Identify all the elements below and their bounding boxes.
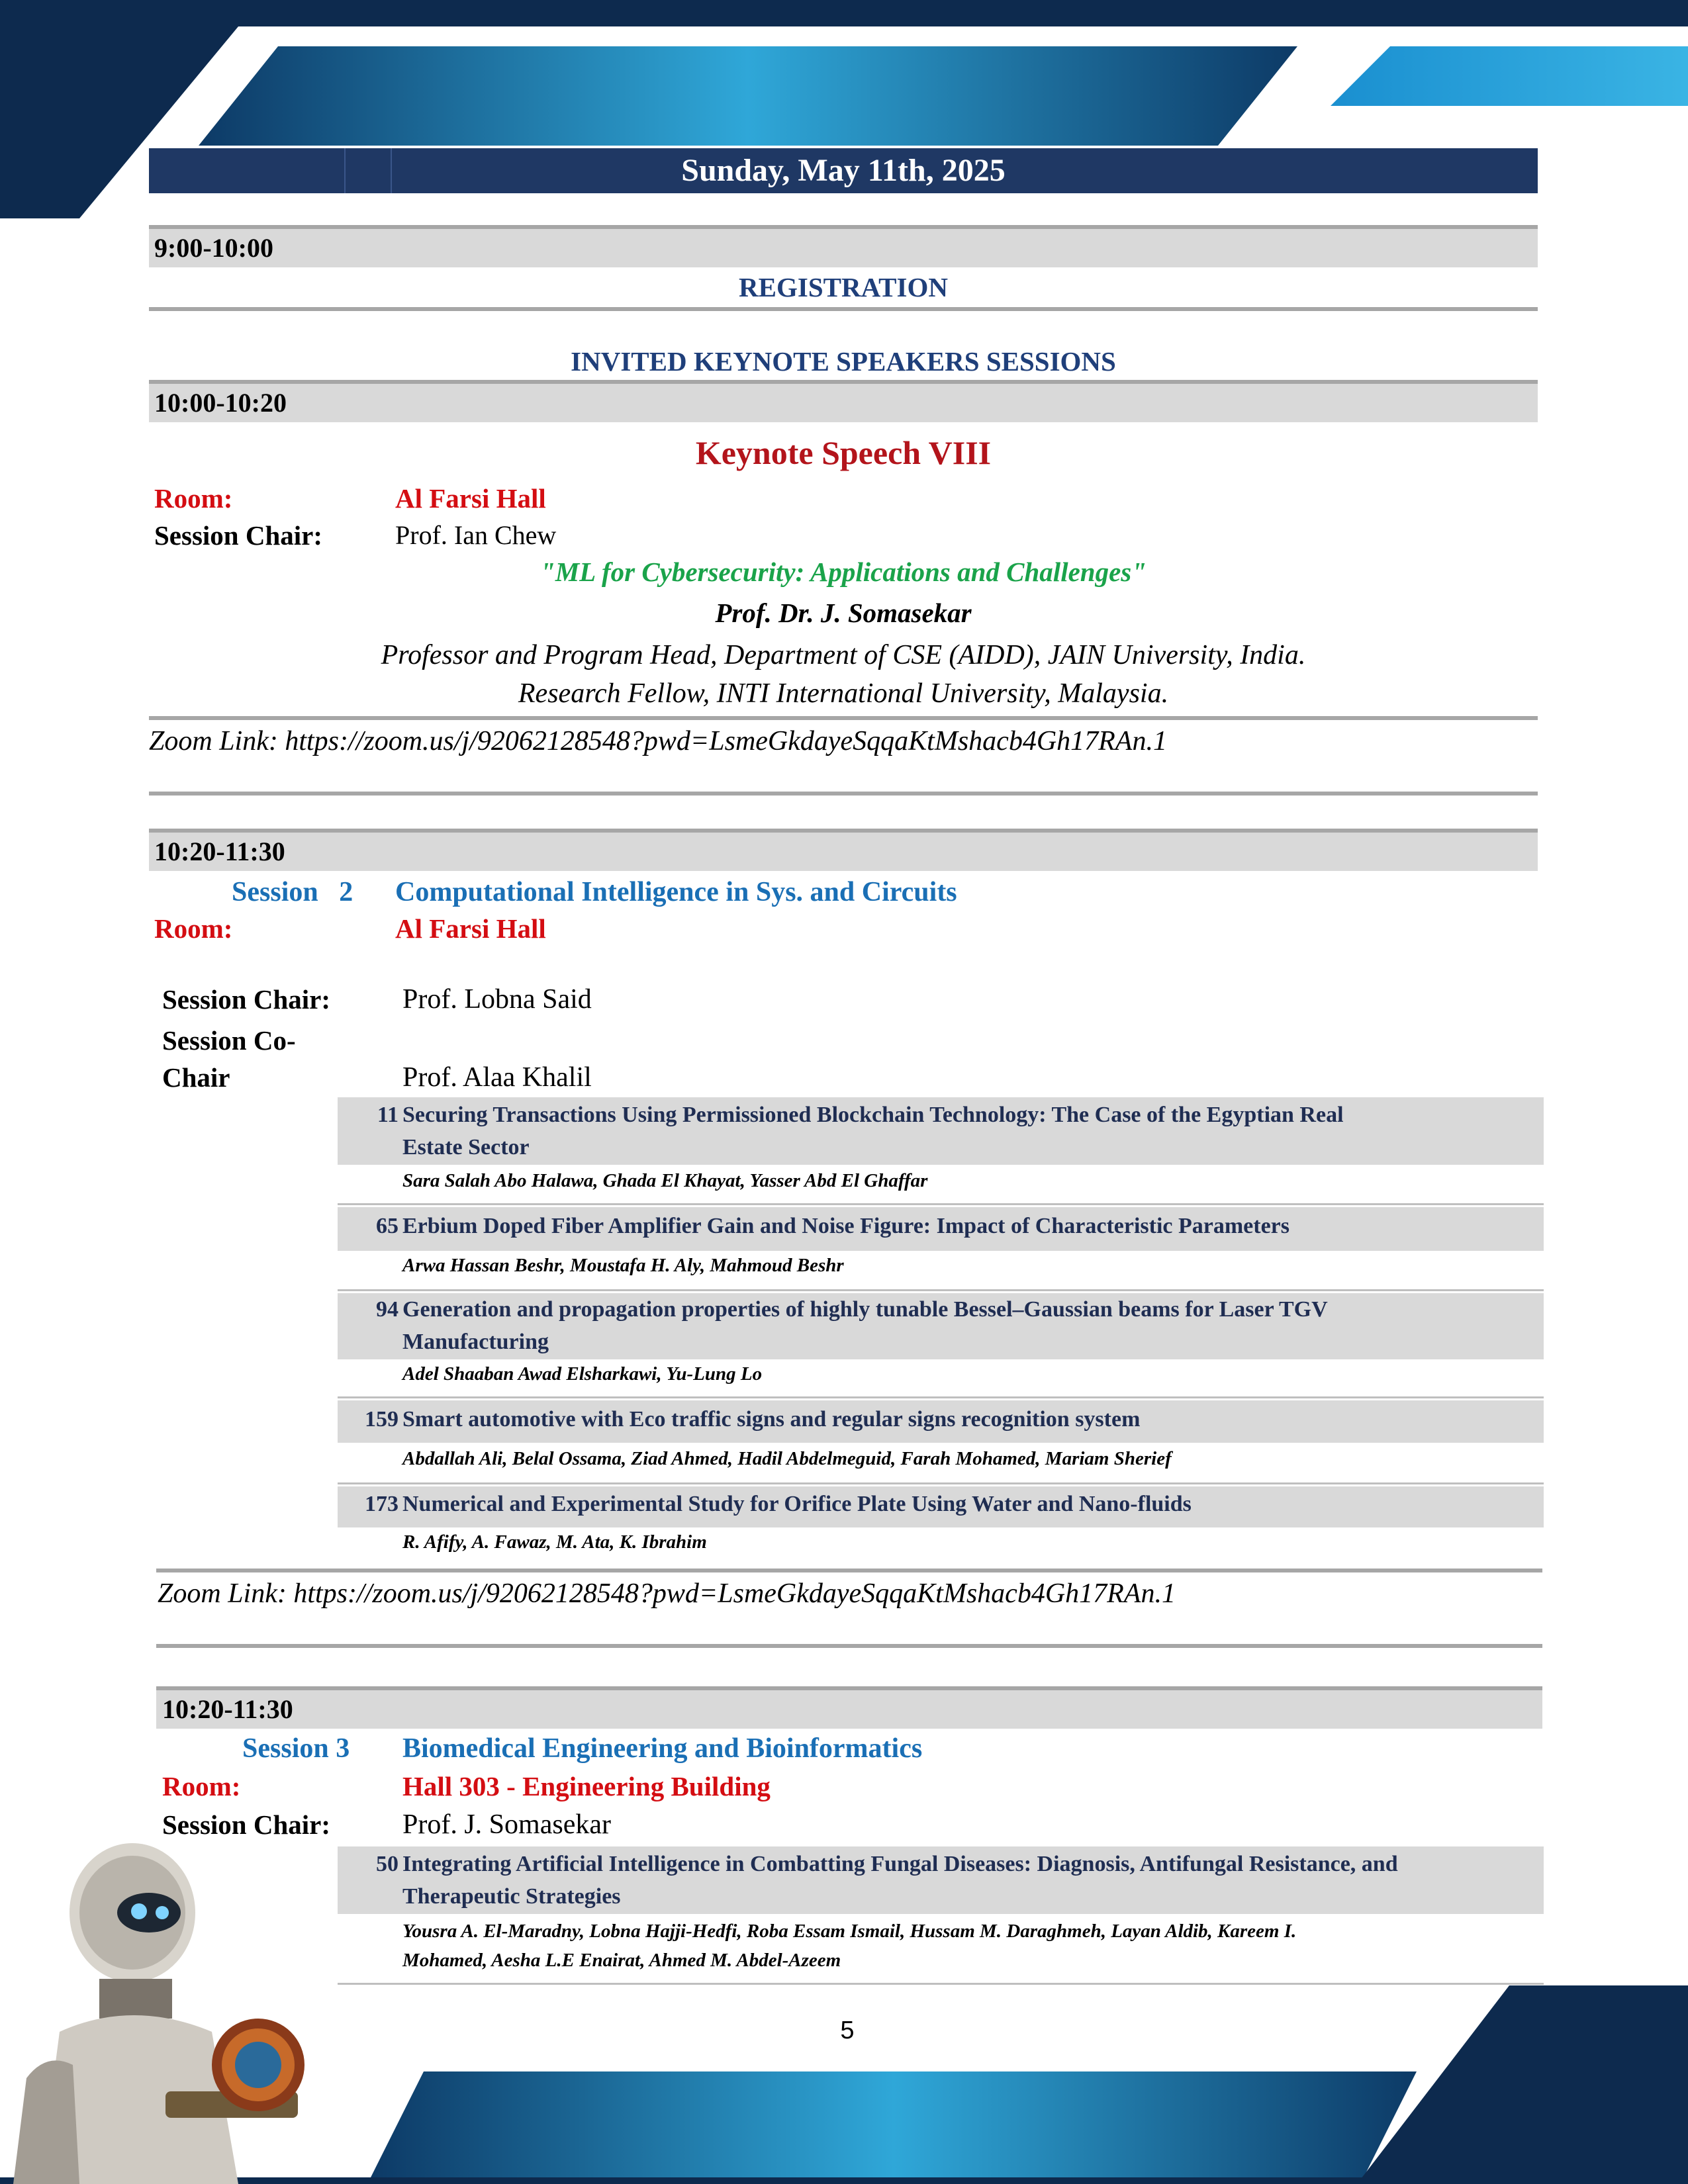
robot-illustration <box>0 1813 371 2184</box>
paper-id: 173 <box>365 1492 399 1516</box>
paper-title: Numerical and Experimental Study for Orifice Plate Using Water and Nano-fluids <box>402 1492 1192 1516</box>
keynote-speaker: Prof. Dr. J. Somasekar <box>715 598 972 628</box>
paper-divider <box>338 1289 1544 1291</box>
session2-chair: Prof. Lobna Said <box>402 984 592 1015</box>
paper-authors: Arwa Hassan Beshr, Moustafa H. Aly, Mahmoud Beshr <box>402 1255 844 1276</box>
session3-room-label: Room: <box>162 1771 241 1801</box>
keynote-zoom-link[interactable]: Zoom Link: https://zoom.us/j/92062128548?pwd=LsmeGkdayeSqqaKtMshacb4Gh17RAn.1 <box>149 726 1167 756</box>
paper-title-line: Manufacturing <box>402 1330 549 1354</box>
session2-time: 10:20-11:30 <box>154 837 285 866</box>
paper-id: 159 <box>365 1407 399 1432</box>
session2-cochair: Prof. Alaa Khalil <box>402 1062 592 1093</box>
session3-time: 10:20-11:30 <box>162 1694 293 1724</box>
session2-cochair-label: Session Co- <box>162 1025 296 1056</box>
paper-id: 65 <box>376 1214 399 1238</box>
time-row <box>149 384 1538 422</box>
paper-authors-line: Mohamed, Aesha L.E Enairat, Ahmed M. Abdel-Azeem <box>402 1950 841 1971</box>
session3-title: Biomedical Engineering and Bioinformatics <box>402 1733 923 1764</box>
paper-title-line: Generation and propagation properties of highly tunable Bessel–Gaussian beams for Laser TGV <box>402 1297 1328 1322</box>
session3-room: Hall 303 - Engineering Building <box>402 1771 771 1801</box>
divider <box>156 1644 1542 1648</box>
divider <box>149 792 1538 796</box>
keynote-affiliation-1: Professor and Program Head, Department of CSE (AIDD), JAIN University, India. <box>381 640 1306 670</box>
keynote-room-label: Room: <box>154 483 233 514</box>
time-row <box>149 833 1538 871</box>
paper-authors: Sara Salah Abo Halawa, Ghada El Khayat, Yasser Abd El Ghaffar <box>402 1170 928 1191</box>
paper-title <box>402 1099 1528 1163</box>
session2-room-label: Room: <box>154 913 233 944</box>
registration-label: REGISTRATION <box>739 272 948 302</box>
registration-time: 9:00-10:00 <box>154 233 273 263</box>
session3-chair-label: Session Chair: <box>162 1809 331 1840</box>
keynote-talk-title: "ML for Cybersecurity: Applications and Challenges" <box>539 557 1147 587</box>
page-number: 5 <box>840 2017 855 2044</box>
session2-chair-label: Session Chair: <box>162 984 331 1015</box>
paper-divider <box>338 1983 1544 1985</box>
keynote-title: Keynote Speech VIII <box>695 434 992 471</box>
page-date-title: Sunday, May 11th, 2025 <box>681 153 1006 188</box>
paper-title <box>402 1293 1528 1358</box>
paper-authors <box>402 1917 1528 1975</box>
paper-id: 11 <box>377 1103 399 1127</box>
time-row <box>156 1690 1542 1729</box>
keynote-section-heading: INVITED KEYNOTE SPEAKERS SESSIONS <box>571 346 1116 377</box>
session2-zoom-link[interactable]: Zoom Link: https://zoom.us/j/92062128548?pwd=LsmeGkdayeSqqaKtMshacb4Gh17RAn.1 <box>158 1578 1176 1609</box>
keynote-affiliation-2: Research Fellow, INTI International University, Malaysia. <box>518 678 1169 709</box>
paper-title <box>402 1848 1528 1913</box>
paper-title: Smart automotive with Eco traffic signs and regular signs recognition system <box>402 1407 1141 1432</box>
paper-id: 94 <box>376 1297 399 1322</box>
paper-title-line: Integrating Artificial Intelligence in Combatting Fungal Diseases: Diagnosis, Antifungal Resistance, and <box>402 1852 1398 1876</box>
keynote-chair-label: Session Chair: <box>154 520 323 551</box>
paper-authors: Abdallah Ali, Belal Ossama, Ziad Ahmed, Hadil Abdelmeguid, Farah Mohamed, Mariam Sherief <box>402 1448 1172 1469</box>
paper-authors: Adel Shaaban Awad Elsharkawi, Yu-Lung Lo <box>402 1363 763 1385</box>
time-row <box>149 229 1538 267</box>
session3-label: Session 3 <box>242 1733 350 1764</box>
session2-room: Al Farsi Hall <box>395 913 546 944</box>
paper-title-line: Estate Sector <box>402 1135 530 1160</box>
session2-cochair-label: Chair <box>162 1062 230 1093</box>
paper-divider <box>338 1396 1544 1398</box>
session2-label: Session 2 <box>232 877 353 907</box>
keynote-room: Al Farsi Hall <box>395 483 546 514</box>
keynote-time: 10:00-10:20 <box>154 388 287 418</box>
paper-authors: R. Afify, A. Fawaz, M. Ata, K. Ibrahim <box>402 1531 707 1553</box>
paper-title-line: Securing Transactions Using Permissioned Blockchain Technology: The Case of the Egyptian Real <box>402 1103 1344 1127</box>
keynote-chair: Prof. Ian Chew <box>395 520 557 550</box>
divider <box>149 716 1538 720</box>
paper-divider <box>338 1482 1544 1484</box>
session2-title: Computational Intelligence in Sys. and Circuits <box>395 877 957 907</box>
paper-authors-line: Yousra A. El-Maradny, Lobna Hajji-Hedfi, Roba Essam Ismail, Hussam M. Daraghmeh, Layan Aldib, Kareem I. <box>402 1921 1297 1942</box>
paper-title: Erbium Doped Fiber Amplifier Gain and Noise Figure: Impact of Characteristic Parameters <box>402 1214 1289 1238</box>
paper-divider <box>338 1203 1544 1205</box>
divider <box>149 307 1538 311</box>
session3-chair: Prof. J. Somasekar <box>402 1809 611 1840</box>
divider <box>156 1569 1542 1572</box>
paper-id: 50 <box>376 1852 399 1876</box>
paper-title-line: Therapeutic Strategies <box>402 1884 621 1909</box>
